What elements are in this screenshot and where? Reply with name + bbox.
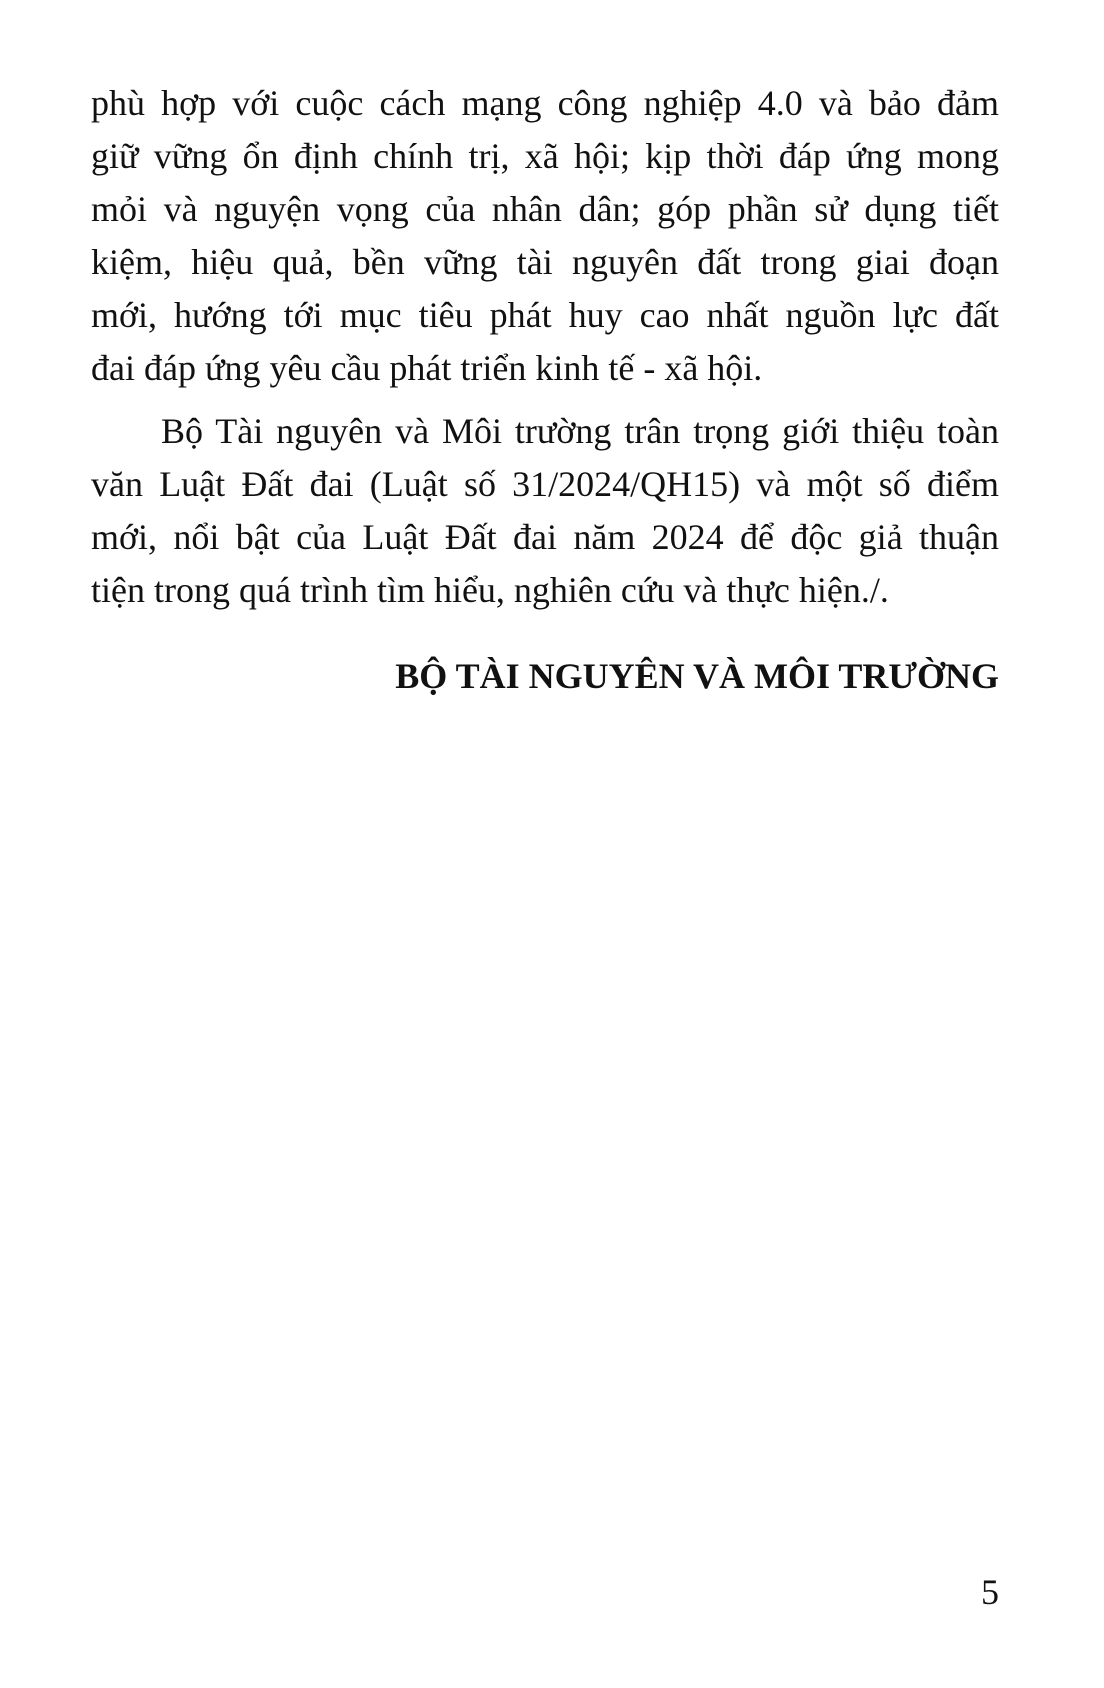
paragraph-line: tiện trong quá trình tìm hiểu, nghiên cứu và thực hiện./.: [91, 570, 889, 610]
paragraph-line: Bộ Tài nguyên và Môi trường trân trọng giới thiệu toàn: [161, 411, 999, 451]
paragraph-line: kiệm, hiệu quả, bền vững tài nguyên đất trong giai đoạn: [91, 242, 999, 282]
signature-ministry: BỘ TÀI NGUYÊN VÀ MÔI TRƯỜNG: [395, 656, 999, 696]
paragraph-line: phù hợp với cuộc cách mạng công nghiệp 4.0 và bảo đảm: [91, 83, 999, 123]
paragraph-line: mới, nổi bật của Luật Đất đai năm 2024 để độc giả thuận: [91, 517, 999, 557]
paragraph-introduction: [91, 405, 999, 617]
page-number: 5: [981, 1572, 999, 1612]
paragraph-line: mỏi và nguyện vọng của nhân dân; góp phần sử dụng tiết: [91, 189, 999, 229]
paragraph-line: đai đáp ứng yêu cầu phát triển kinh tế - xã hội.: [91, 348, 763, 388]
paragraph-line: văn Luật Đất đai (Luật số 31/2024/QH15) và một số điểm: [91, 464, 999, 504]
paragraph-line: giữ vững ổn định chính trị, xã hội; kịp thời đáp ứng mong: [91, 136, 999, 176]
paragraph-intro-continuation: [91, 77, 999, 395]
paragraph-line: mới, hướng tới mục tiêu phát huy cao nhất nguồn lực đất: [91, 295, 999, 335]
